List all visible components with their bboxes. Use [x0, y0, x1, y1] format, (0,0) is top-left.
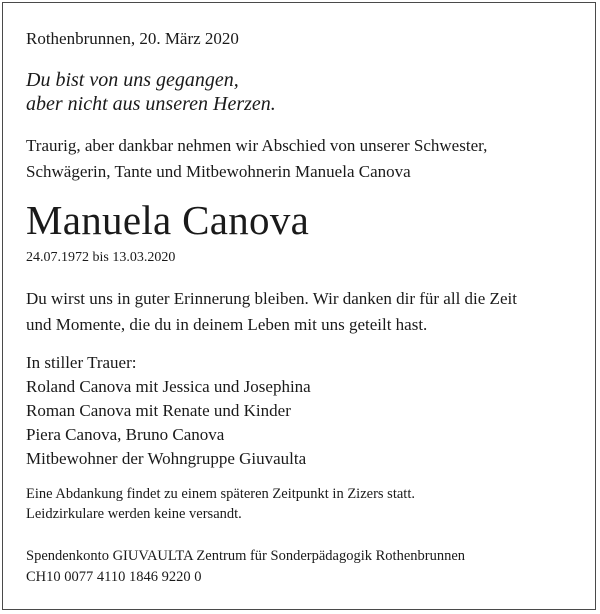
- motto-line: Du bist von uns gegangen,: [26, 69, 239, 91]
- iban: CH10 0077 4110 1846 9220 0: [26, 569, 202, 585]
- mourner-entry: Piera Canova, Bruno Canova: [26, 425, 225, 444]
- deceased-name: Manuela Canova: [26, 197, 310, 243]
- farewell-message: [26, 286, 580, 338]
- motto: [26, 68, 580, 116]
- mourners-list: [26, 351, 580, 471]
- mourner-entry: Roman Canova mit Renate und Kinder: [26, 401, 291, 420]
- intro-line: Traurig, aber dankbar nehmen wir Abschied von unserer Schwester,: [26, 136, 488, 155]
- mourner-entry: Mitbewohner der Wohngruppe Giuvaulta: [26, 449, 307, 468]
- motto-line: aber nicht aus unseren Herzen.: [26, 93, 276, 115]
- message-line: Du wirst uns in guter Erinnerung bleiben. Wir danken dir für all die Zeit: [26, 289, 517, 308]
- intro-line: Schwägerin, Tante und Mitbewohnerin Manuela Canova: [26, 162, 411, 181]
- notice-line: Leidzirkulare werden keine versandt.: [26, 506, 242, 522]
- mourners-heading: In stiller Trauer:: [26, 353, 137, 372]
- message-line: und Momente, die du in deinem Leben mit uns geteilt hast.: [26, 315, 428, 334]
- mourner-entry: Roland Canova mit Jessica und Josephina: [26, 377, 311, 396]
- notice-line: Eine Abdankung findet zu einem späteren Zeitpunkt in Zizers statt.: [26, 486, 415, 502]
- life-dates: 24.07.1972 bis 13.03.2020: [26, 250, 176, 265]
- donation-account: [26, 546, 580, 588]
- funeral-notice: [26, 484, 580, 524]
- donation-line: Spendenkonto GIUVAULTA Zentrum für Sonderpädagogik Rothenbrunnen: [26, 548, 466, 564]
- place-date: Rothenbrunnen, 20. März 2020: [26, 29, 239, 48]
- intro-text: [26, 133, 580, 185]
